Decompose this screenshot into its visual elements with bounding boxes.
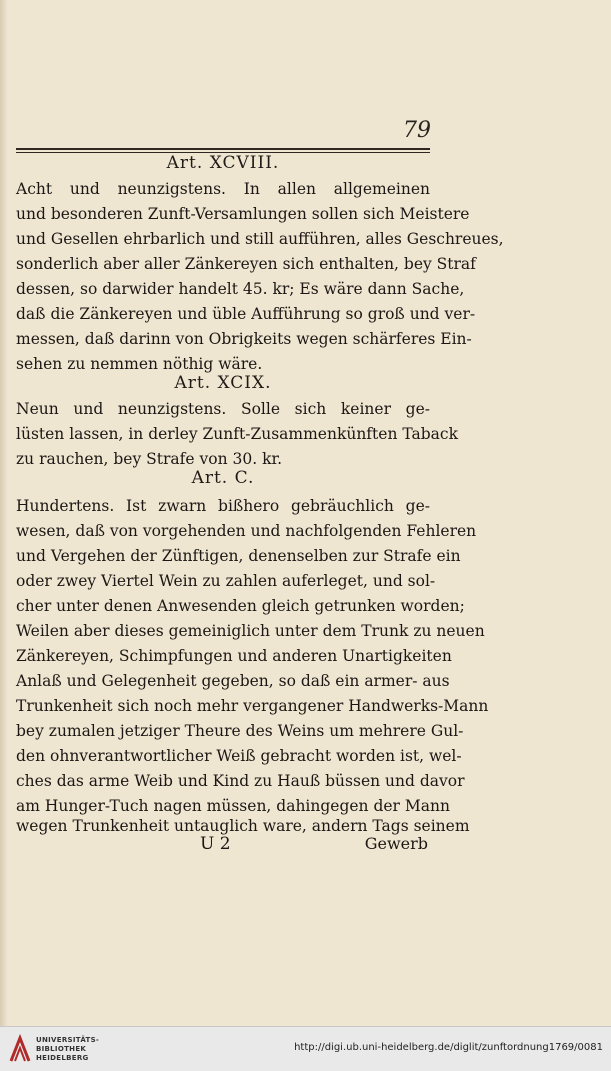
signature-mark: U 2 [200, 834, 231, 854]
library-name-line: HEIDELBERG [36, 1054, 89, 1062]
text-line: messen, daß darinn von Obrigkeits wegen schärferes Ein- [16, 330, 472, 348]
text-line: Neun und neunzigstens. Solle sich keiner ge- [16, 400, 430, 418]
text-line: den ohnverantwortlicher Weiß gebracht worden ist, wel- [16, 747, 462, 765]
text-line: wesen, daß von vorgehenden und nachfolgenden Fehleren [16, 522, 477, 540]
text-line: Weilen aber dieses gemeiniglich unter dem Trunk zu neuen [16, 622, 485, 640]
catchword: Gewerb [364, 834, 428, 853]
text-line: wegen Trunkenheit untauglich ware, andern Tags seinem [16, 817, 470, 835]
article-heading: Art. C. [191, 468, 255, 488]
text-line: sehen zu nemmen nöthig wäre. [16, 355, 263, 373]
article-heading: Art. XCVIII. [166, 153, 280, 173]
page-number: 79 [403, 118, 431, 143]
text-line: lüsten lassen, in derley Zunft-Zusammenkünften Taback [16, 425, 458, 443]
text-line: und Gesellen ehrbarlich und still aufführen, alles Geschreues, [16, 230, 504, 248]
text-line: Trunkenheit sich noch mehr vergangener Handwerks-Mann [16, 697, 489, 715]
header-rule [16, 148, 430, 150]
text-line: Hundertens. Ist zwarn bißhero gebräuchlich ge- [16, 497, 430, 515]
text-line: und besonderen Zunft-Versamlungen sollen sich Meistere [16, 205, 470, 223]
text-line: am Hunger-Tuch nagen müssen, dahingegen der Mann [16, 797, 450, 815]
text-line: Acht und neunzigstens. In allen allgemeinen [16, 180, 430, 198]
text-line: dessen, so darwider handelt 45. kr; Es wäre dann Sache, [16, 280, 465, 298]
source-url-link[interactable]: http://digi.ub.uni-heidelberg.de/diglit/zunftordnung1769/0081 [294, 1042, 603, 1053]
text-line: zu rauchen, bey Strafe von 30. kr. [16, 450, 283, 468]
article-heading: Art. XCIX. [174, 373, 272, 393]
text-line: daß die Zänkereyen und üble Aufführung so groß und ver- [16, 305, 476, 323]
library-name-line: UNIVERSITÄTS- [36, 1036, 100, 1044]
text-line: oder zwey Viertel Wein zu zahlen auferleget, und sol- [16, 572, 436, 590]
text-line: Zänkereyen, Schimpfungen und anderen Unartigkeiten [16, 647, 452, 665]
library-logo-icon [8, 1034, 32, 1064]
text-line: Anlaß und Gelegenheit gegeben, so daß ein armer- aus [16, 672, 450, 690]
text-line: cher unter denen Anwesenden gleich getrunken worden; [16, 597, 465, 615]
library-name [36, 1036, 99, 1063]
text-line: ches das arme Weib und Kind zu Hauß büssen und davor [16, 772, 465, 790]
page-spine-shadow [0, 0, 8, 1026]
text-line: und Vergehen der Zünftigen, denenselben zur Strafe ein [16, 547, 461, 565]
text-line: sonderlich aber aller Zänkereyen sich enthalten, bey Straf [16, 255, 476, 273]
viewer-footer [0, 1026, 611, 1071]
library-name-line: BIBLIOTHEK [36, 1045, 87, 1053]
text-line: bey zumalen jetziger Theure des Weins um mehrere Gul- [16, 722, 464, 740]
